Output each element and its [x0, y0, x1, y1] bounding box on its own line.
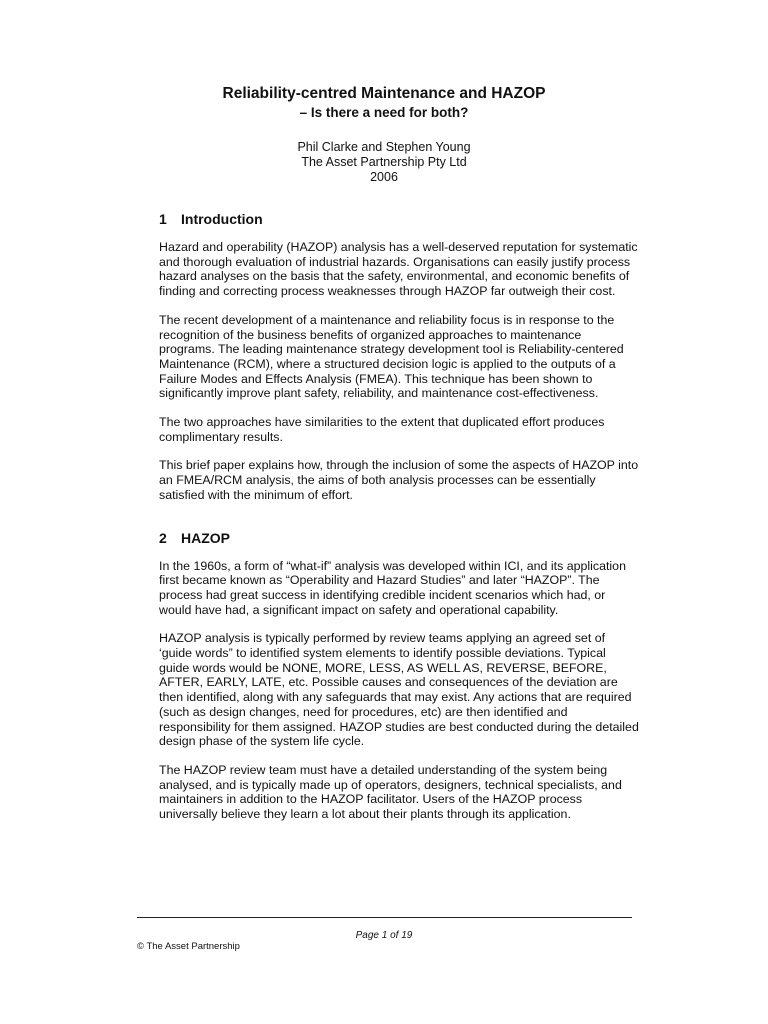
copyright-notice: © The Asset Partnership — [137, 941, 240, 952]
authors: Phil Clarke and Stephen Young — [297, 140, 471, 154]
author-block — [0, 140, 768, 185]
organization: The Asset Partnership Pty Ltd — [301, 155, 467, 169]
section-heading-hazop — [159, 529, 639, 547]
page-number: Page 1 of 19 — [355, 930, 413, 941]
paragraph: The two approaches have similarities to the extent that duplicated effort produces complimentary results. — [159, 415, 605, 444]
paragraph: The recent development of a maintenance and reliability focus is in response to the recognition of the business benefits of organized approaches to maintenance programs. The leading maintenance strategy development tool is Reliability-centered Maintenance (RCM), where a structured decision logic is applied to the outputs of a Failure Modes and Effects Analysis (FMEA). This technique has been shown to significantly improve plant safety, reliability, and maintenance cost-effectiveness. — [159, 312, 624, 401]
document-body — [159, 210, 639, 822]
document-subtitle: – Is there a need for both? — [299, 105, 469, 120]
paragraph: Hazard and operability (HAZOP) analysis has a well-deserved reputation for systematic and thorough evaluation of industrial hazards. Organisations can easily justify process hazard analyses on the basis that the safety, environmental, and economic benefits of finding and correcting process weaknesses through HAZOP far outweigh their cost. — [159, 240, 638, 299]
section-title: Introduction — [181, 211, 263, 227]
title-block — [0, 84, 768, 185]
paragraph: The HAZOP review team must have a detailed understanding of the system being analysed, and is typically made up of operators, designers, technical specialists, and maintainers in addition to the HAZOP facilitator. Users of the HAZOP process universally believe they learn a lot about their plants through its application. — [159, 762, 622, 822]
paragraph: In the 1960s, a form of “what-if” analysis was developed within ICI, and its application first became known as “Operability and Hazard Studies” and later “HAZOP”. The process had great success in identifying credible incident scenarios which had, or would have had, a significant impact on safety and operational capability. — [159, 558, 626, 617]
document-title: Reliability-centred Maintenance and HAZOP — [222, 85, 546, 102]
paragraph: HAZOP analysis is typically performed by review teams applying an agreed set of ‘guide words” to identified system elements to identify possible deviations. Typical guide words would be NONE, MORE, LESS, AS WELL AS, REVERSE, BEFORE, AFTER, EARLY, LATE, etc. Possible causes and consequences of the deviation are then identified, along with any safeguards that may exist. Any actions that are required (such as design changes, need for procedures, etc) are then identified and responsibility for them assigned. HAZOP studies are best conducted during the detailed design phase of the system life cycle. — [159, 631, 639, 749]
footer-divider — [137, 917, 632, 918]
section-title: HAZOP — [181, 529, 230, 546]
section-number: 2 — [159, 529, 167, 546]
paragraph: This brief paper explains how, through the inclusion of some the aspects of HAZOP into an FMEA/RCM analysis, the aims of both analysis processes can be essentially satisfied with the minimum of effort. — [159, 458, 639, 502]
section-number: 1 — [159, 211, 167, 227]
year: 2006 — [370, 170, 398, 184]
section-heading-introduction — [159, 210, 639, 228]
